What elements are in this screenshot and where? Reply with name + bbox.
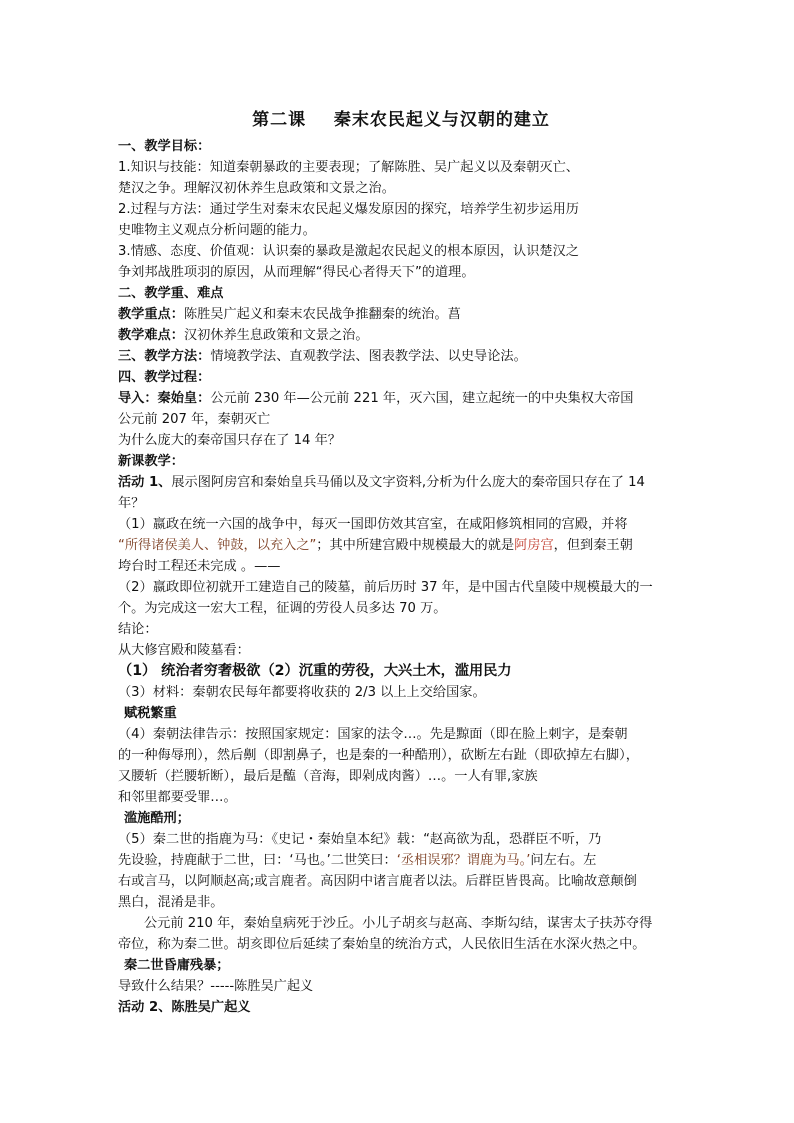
activity-1-label: 活动 1、	[118, 475, 172, 490]
section-heading-methods: 三、教学方法：	[118, 349, 211, 364]
difficulty-label: 教学难点：	[118, 328, 184, 343]
ershi-label: 秦二世昏庸残暴；	[124, 958, 230, 973]
paragraph-line: 和邻里都要受罪…。	[118, 790, 237, 805]
paragraph-line: （3）材料：秦朝农民每年都要将收获的 2/3 以上上交给国家。	[118, 685, 486, 700]
page-title: 第二课 秦末农民起义与汉朝的建立	[252, 110, 550, 130]
cruel-punishment-label: 滥施酷刑；	[124, 811, 190, 826]
section-heading-objectives: 一、教学目标：	[118, 139, 211, 154]
highlight-epang-palace: 阿房宫	[514, 538, 554, 553]
paragraph-line: （1）嬴政在统一六国的战争中，每灭一国即仿效其宫室，在咸阳修筑相同的宫殿，并将	[118, 517, 628, 532]
methods-text: 情境教学法、直观教学法、图表教学法、以史导论法。	[210, 349, 527, 364]
paragraph-line: 又腰斩（拦腰斩断），最后是醢（音海，即剁成肉酱）…。一人有罪,家族	[118, 769, 538, 784]
activity-2-heading: 活动 2、陈胜吴广起义	[118, 1000, 251, 1015]
conclusion-result: （1） 统治者穷奢极欲（2）沉重的劳役，大兴土木，滥用民力	[118, 663, 512, 679]
intro-label: 导入：秦始皇：	[118, 391, 211, 406]
deer-horse-text: 先设验，持鹿献于二世，曰：‘马也。’二世笑曰：	[118, 853, 397, 868]
quote-text: “所得诸侯美人、钟鼓，以充入之”	[118, 538, 317, 553]
methods-line	[118, 346, 684, 367]
difficulty-line	[118, 325, 684, 346]
section-heading-key-points: 二、教学重、难点	[118, 286, 224, 301]
paragraph-line: （4）秦朝法律告示：按照国家规定：国家的法令…。先是黥面（即在脸上刺字，是秦朝	[118, 727, 628, 742]
paragraph-line: 右或言马，以阿顺赵高;或言鹿者。高因阴中诸言鹿者以法。后群臣皆畏高。比喻故意颠倒	[118, 874, 637, 889]
activity-1-line	[118, 472, 684, 493]
paragraph-line: 帝位，称为秦二世。胡亥即位后延续了秦始皇的统治方式，人民依旧生活在水深火热之中。	[118, 937, 646, 952]
section-heading-process: 四、教学过程：	[118, 370, 211, 385]
palace-end-text: ，但到秦王朝	[553, 538, 633, 553]
key-point-label: 教学重点：	[118, 307, 184, 322]
paragraph-line: （2）嬴政即位初就开工建造自己的陵墓，前后历时 37 年，是中国古代皇陵中规模最大的一	[118, 580, 653, 595]
conclusion-label: 结论：	[118, 622, 158, 637]
paragraph-line: 争刘邦战胜项羽的原因，从而理解“得民心者得天下”的道理。	[118, 265, 475, 280]
new-lesson-heading: 新课教学：	[118, 454, 184, 469]
paragraph-line: 公元前 210 年，秦始皇病死于沙丘。小儿子胡亥与赵高、李斯勾结，谋害太子扶苏夺得	[144, 916, 653, 931]
paragraph-line: 个。为完成这一宏大工程，征调的劳役人员多达 70 万。	[118, 601, 447, 616]
deer-horse-line	[118, 850, 684, 871]
difficulty-text: 汉初休养生息政策和文景之治。	[183, 328, 369, 343]
paragraph-line: 楚汉之争。理解汉初休养生息政策和文景之治。	[118, 181, 395, 196]
paragraph-line: 史唯物主义观点分析问题的能力。	[118, 223, 316, 238]
quote-text: ‘丞相误邪？谓鹿为马。’	[396, 853, 531, 868]
key-point-line	[118, 304, 684, 325]
paragraph-line: 1.知识与技能：知道秦朝暴政的主要表现；了解陈胜、吴广起义以及秦朝灭亡、	[118, 160, 579, 175]
palace-line	[118, 535, 684, 556]
deer-horse-end: 问左右。左	[530, 853, 597, 868]
heavy-tax-label: 赋税繁重	[124, 706, 177, 721]
palace-text: ；其中所建宫殿中规模最大的就是	[316, 538, 515, 553]
paragraph-line: 垮台时工程还未完成 。——	[118, 559, 281, 574]
document-page	[118, 108, 684, 1018]
paragraph-line: 黑白，混淆是非。	[118, 895, 224, 910]
paragraph-line: 3.情感、态度、价值观：认识秦的暴政是激起农民起义的根本原因，认识楚汉之	[118, 244, 579, 259]
paragraph-line: 2.过程与方法：通过学生对秦末农民起义爆发原因的探究，培养学生初步运用历	[118, 202, 579, 217]
question-line: 为什么庞大的秦帝国只存在了 14 年？	[118, 433, 341, 448]
paragraph-line: 的一种侮辱刑），然后劓（即割鼻子，也是秦的一种酷刑），砍断左右趾（即砍掉左右脚），	[118, 748, 639, 763]
intro-text: 公元前 230 年—公元前 221 年，灭六国，建立起统一的中央集权大帝国	[210, 391, 634, 406]
key-point-text: 陈胜吴广起义和秦末农民战争推翻秦的统治。菖	[183, 307, 461, 322]
paragraph-line: 导致什么结果？-----陈胜吴广起义	[118, 979, 314, 994]
paragraph-line: 从大修宫殿和陵墓看：	[118, 643, 250, 658]
intro-line	[118, 388, 684, 409]
activity-1-text: 展示图阿房宫和秦始皇兵马俑以及文字资料,分析为什么庞大的秦帝国只存在了 14	[171, 475, 645, 490]
paragraph-line: （5）秦二世的指鹿为马：《史记・秦始皇本纪》载：“赵高欲为乱，恐群臣不听，乃	[118, 832, 602, 847]
paragraph-line: 年？	[118, 496, 145, 511]
paragraph-line: 公元前 207 年，秦朝灭亡	[118, 412, 271, 427]
